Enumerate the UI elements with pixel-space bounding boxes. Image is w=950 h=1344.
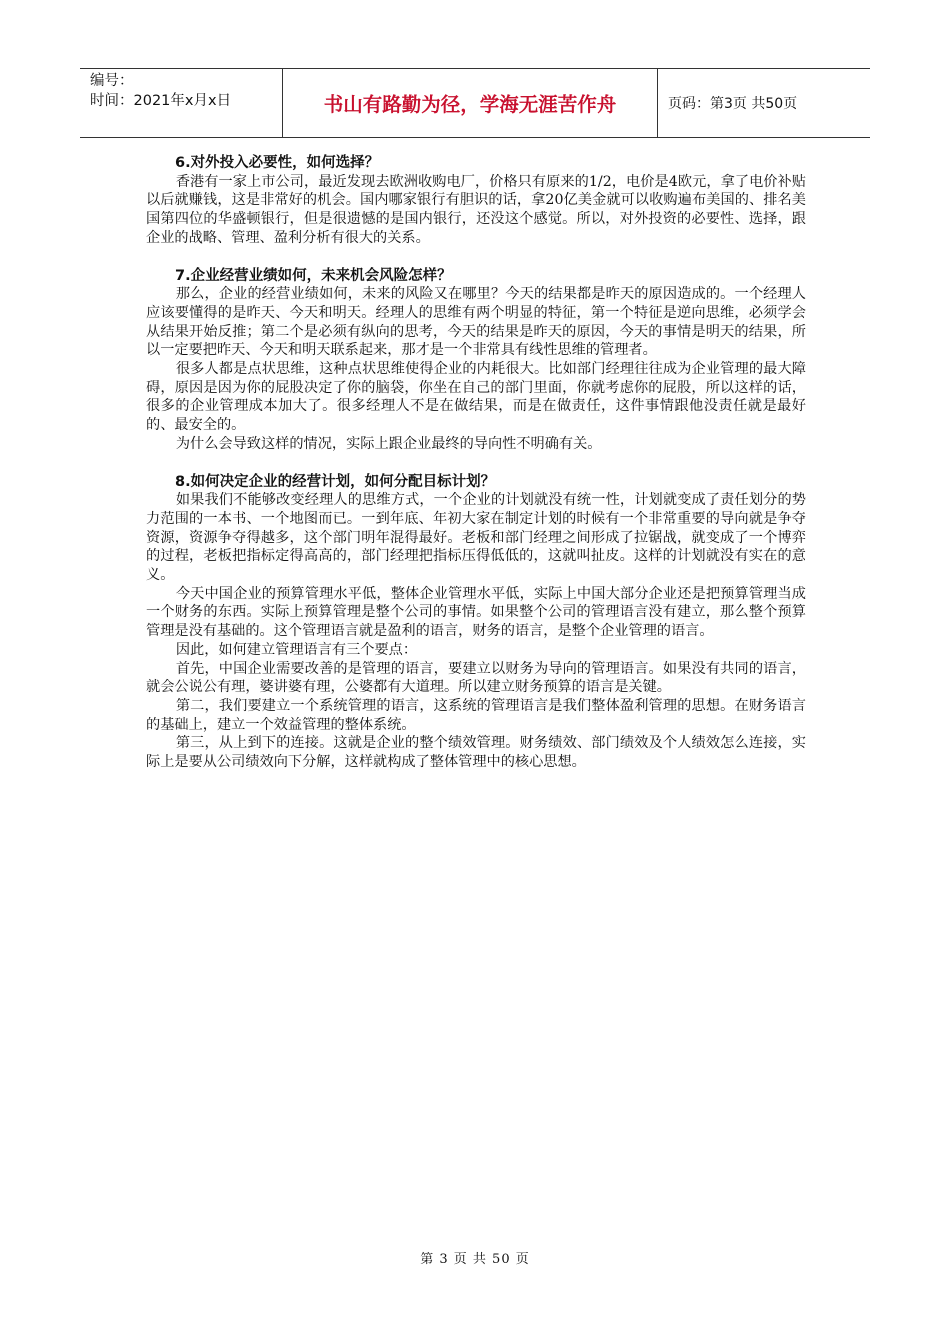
paragraph: 为什么会导致这样的情况，实际上跟企业最终的导向性不明确有关。 <box>175 435 602 452</box>
section-title: 8.如何决定企业的经营计划，如何分配目标计划？ <box>175 473 496 490</box>
paragraph: 第二，我们要建立一个系统管理的语言，这系统的管理语言是我们整体盈利管理的思想。在财务语言的基础上，建立一个效益管理的整体系统。 <box>146 697 806 733</box>
paragraph: 很多人都是点状思维，这种点状思维使得企业的内耗很大。比如部门经理往往成为企业管理的最大障碍，原因是因为你的屁股决定了你的脑袋，你坐在自己的部门里面，你就考虑你的屁股，所以这样的话，很多的企业管理成本加大了。很多经理人不是在做结果，而是在做责任，这件事情跟他没责任就是最好的、最安全的。 <box>146 361 806 434</box>
section-6 <box>146 154 806 248</box>
section-7 <box>146 267 806 454</box>
paragraph: 因此，如何建立管理语言有三个要点： <box>175 641 418 658</box>
header-motto: 书山有路勤为径，学海无涯苦作舟 <box>283 69 658 137</box>
paragraph: 首先，中国企业需要改善的是管理的语言，要建立以财务为导向的管理语言。如果没有共同的语言，就会公说公有理，婆讲婆有理，公婆都有大道理。所以建立财务预算的语言是关键。 <box>146 660 806 696</box>
section-title: 6.对外投入必要性，如何选择？ <box>175 155 380 171</box>
header-meta <box>80 69 283 137</box>
document-number-label: 编号： <box>90 73 134 89</box>
paragraph: 如果我们不能够改变经理人的思维方式，一个企业的计划就没有统一性，计划就变成了责任划分的势力范围的一本书、一个地图而已。一到年底、年初大家在制定计划的时候有一个非常重要的导向就是争夺资源，资源争夺得越多，这个部门明年混得最好。老板和部门经理之间形成了拉锯战，就变成了一个博弈的过程，老板把指标定得高高的，部门经理把指标压得低低的，这就叫扯皮。这样的计划就没有实在的意义。 <box>146 492 806 584</box>
section-8 <box>146 473 806 772</box>
paragraph: 香港有一家上市公司，最近发现去欧洲收购电厂，价格只有原来的1/2，电价是4欧元，拿了电价补贴以后就赚钱，这是非常好的机会。国内哪家银行有胆识的话，拿20亿美金就可以收购遍布美国的、排名美国第四位的华盛顿银行，但是很遗憾的是国内银行，还没这个感觉。所以，对外投资的必要性、选择，跟企业的战略、管理、盈利分析有很大的关系。 <box>146 173 806 246</box>
page-header <box>80 68 870 138</box>
paragraph: 第三，从上到下的连接。这就是企业的整个绩效管理。财务绩效、部门绩效及个人绩效怎么连接，实际上是要从公司绩效向下分解，这样就构成了整体管理中的核心思想。 <box>146 735 806 771</box>
section-title: 7.企业经营业绩如何，未来机会风险怎样？ <box>175 267 452 284</box>
paragraph: 今天中国企业的预算管理水平低，整体企业管理水平低，实际上中国大部分企业还是把预算管理当成一个财务的东西。实际上预算管理是整个公司的事情。如果整个公司的管理语言没有建立，那么整个预算管理是没有基础的。这个管理语言就是盈利的语言，财务的语言，是整个企业管理的语言。 <box>146 585 806 640</box>
page-footer: 第 3 页 共 50 页 <box>420 1252 530 1267</box>
paragraph: 那么，企业的经营业绩如何，未来的风险又在哪里？今天的结果都是昨天的原因造成的。一个经理人应该要懂得的是昨天、今天和明天。经理人的思维有两个明显的特征，第一个特征是逆向思维，必须学会从结果开始反推；第二个是必须有纵向的思考，今天的结果是昨天的原因，今天的事情是明天的结果，所以一定要把昨天、今天和明天联系起来，那才是一个非常具有线性思维的管理者。 <box>146 286 806 359</box>
document-time-label: 时间：2021年x月x日 <box>90 93 232 109</box>
header-page-number: 页码：第3页 共50页 <box>668 96 798 112</box>
document-body <box>146 154 806 791</box>
